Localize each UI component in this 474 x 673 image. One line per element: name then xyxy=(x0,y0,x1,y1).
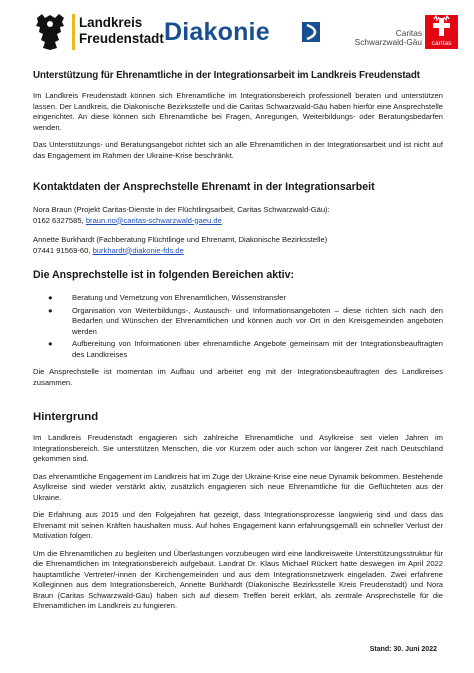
list-item xyxy=(33,293,443,304)
caritas-name-line1: Caritas xyxy=(395,28,422,38)
contact-email-braun[interactable]: braun.no@caritas-schwarzwald-gaeu.de xyxy=(85,215,222,225)
contact-line-braun xyxy=(33,216,443,227)
landkreis-name-line2: Freudenstadt xyxy=(79,31,164,46)
document-date: Stand: 30. Juni 2022 xyxy=(369,646,437,653)
list-item xyxy=(33,306,443,338)
background-paragraph: Um die Ehrenamtlichen zu begleiten und Überlastungen vorzubeugen wird eine landkreisweite Unterstützungsstruktur für die Ehrenamtlichen im Integrationsbereich aufgebaut. Landrat Dr. Klaus Michael Rückert hatte deswegen im April 2022 hauptamtliche Vertreter/-innen der Kirchengemeinden und aus dem Integrationsnetzwerk eingeladen. Zwei erfahrene Kolleginnen aus dem Integrationsbereich, Annette Burkhardt (Diakonische Bezirksstelle Kreis Freudenstadt) und Nora Braun (Caritas Schwarzwald-Gäu) haben sich auf diesem Treffen bereit erklärt, als zentrale Ansprechstelle für die Ehrenamtlichen im Landkreis zu fungieren. xyxy=(33,548,443,610)
caritas-logo xyxy=(425,15,458,49)
contact-phone-burkhardt: 07441 91569-60, xyxy=(33,245,91,255)
list-item-text: Beratung und Vernetzung von Ehrenamtlichen, Wissenstransfer xyxy=(72,293,287,302)
list-item xyxy=(33,339,443,360)
bullet-icon: ● xyxy=(48,305,53,315)
areas-heading: Die Ansprechstelle ist in folgenden Bereichen aktiv: xyxy=(33,269,294,281)
contact-phone-braun: 0162 6327585, xyxy=(33,215,84,225)
landkreis-coat-of-arms-icon xyxy=(33,12,68,52)
list-item-text: Aufbereitung von Informationen über ehrenamtliche Angebote gemeinsam mit der Integrationsbeauftragten des Landkreises xyxy=(72,339,443,359)
caritas-name-line2: Schwarzwald-Gäu xyxy=(354,37,422,47)
document-title: Unterstützung für Ehrenamtliche in der Integrationsarbeit im Landkreis Freudenstadt xyxy=(33,70,420,81)
landkreis-accent-bar xyxy=(72,14,75,50)
areas-list xyxy=(33,293,443,360)
diakonie-logo-text: Diakonie xyxy=(164,18,270,46)
caritas-logo-label: caritas xyxy=(431,40,452,47)
intro-paragraph: Das Unterstützungs- und Beratungsangebot richtet sich an alle Ehrenamtlichen in der Integrationsarbeit und ist nicht auf das Engagement im Rahmen der Ukraine-Krise beschränkt. xyxy=(33,140,443,160)
contacts-heading: Kontaktdaten der Ansprechstelle Ehrenamt in der Integrationsarbeit xyxy=(33,181,375,193)
bullet-icon: ● xyxy=(48,339,53,348)
background-paragraph: Die Erfahrung aus 2015 und den Folgejahren hat gezeigt, dass Integrationsprozesse langwierig sind und dass das Ehrenamt mit seinen Kräften haushalten muss. Auf hohes Engagement kann erfahrungsgemäß ein schneller Verlust der Motivation folgen. xyxy=(33,510,443,540)
contact-name-braun: Nora Braun (Projekt Caritas-Dienste in der Flüchtlingsarbeit, Caritas Schwarzwald-Gäu): xyxy=(33,205,330,214)
list-item-text: Organisation von Weiterbildungs-, Austausch- und Informationsangeboten – diese richten sich nach den Bedarfen und Wünschen der Ehrenamtlichen und können auch vor Ort in den Kreisgemeinden angeboten werden xyxy=(72,305,443,336)
caritas-flame-cross-icon xyxy=(425,15,458,39)
diakonie-cross-icon xyxy=(302,22,320,42)
intro-paragraph: Im Landkreis Freudenstadt können sich Ehrenamtliche im Integrationsbereich professionell beraten und unterstützen lassen. Der Landkreis, die Diakonische Bezirksstelle und die Caritas Schwarzwald-Gäu haben hierfür eine Ansprechstelle eingerichtet. An diese können sich Ehrenamtliche bei Fragen, Anregungen, Weiterbildungs- oder Beratungsbedarfen wenden. xyxy=(33,91,443,132)
landkreis-name-line1: Landkreis xyxy=(79,15,143,30)
areas-note: Die Ansprechstelle ist momentan im Aufbau und arbeitet eng mit der Integrationsbeauftragten des Landkreises zusammen. xyxy=(33,367,443,387)
background-paragraph: Das ehrenamtliche Engagement im Landkreis hat im Zuge der Ukraine-Krise eine neue Dynamik bekommen. Bestehende Asylkreise sind wieder verstärkt aktiv, zusätzlich engagieren sich neue Ehrenamtliche für die Geflüchteten aus der Ukraine. xyxy=(33,471,443,502)
document-body xyxy=(33,70,443,619)
contact-email-burkhardt[interactable]: burkhardt@diakonie-fds.de xyxy=(92,245,184,255)
letterhead xyxy=(0,0,474,62)
bullet-icon: ● xyxy=(48,293,53,302)
contact-name-burkhardt: Annette Burkhardt (Fachberatung Flüchtlinge und Ehrenamt, Diakonische Bezirksstelle) xyxy=(33,235,328,244)
background-heading: Hintergrund xyxy=(33,411,99,423)
background-paragraph: Im Landkreis Freudenstadt engagieren sich zahlreiche Ehrenamtliche und Asylkreise seit vielen Jahren im Integrationsbereich. Sie unterstützen Menschen, die vor Kurzem oder auch schon vor längerer Zeit nach Deutschland gekommen sind. xyxy=(33,433,443,463)
contact-line-burkhardt xyxy=(33,246,443,257)
